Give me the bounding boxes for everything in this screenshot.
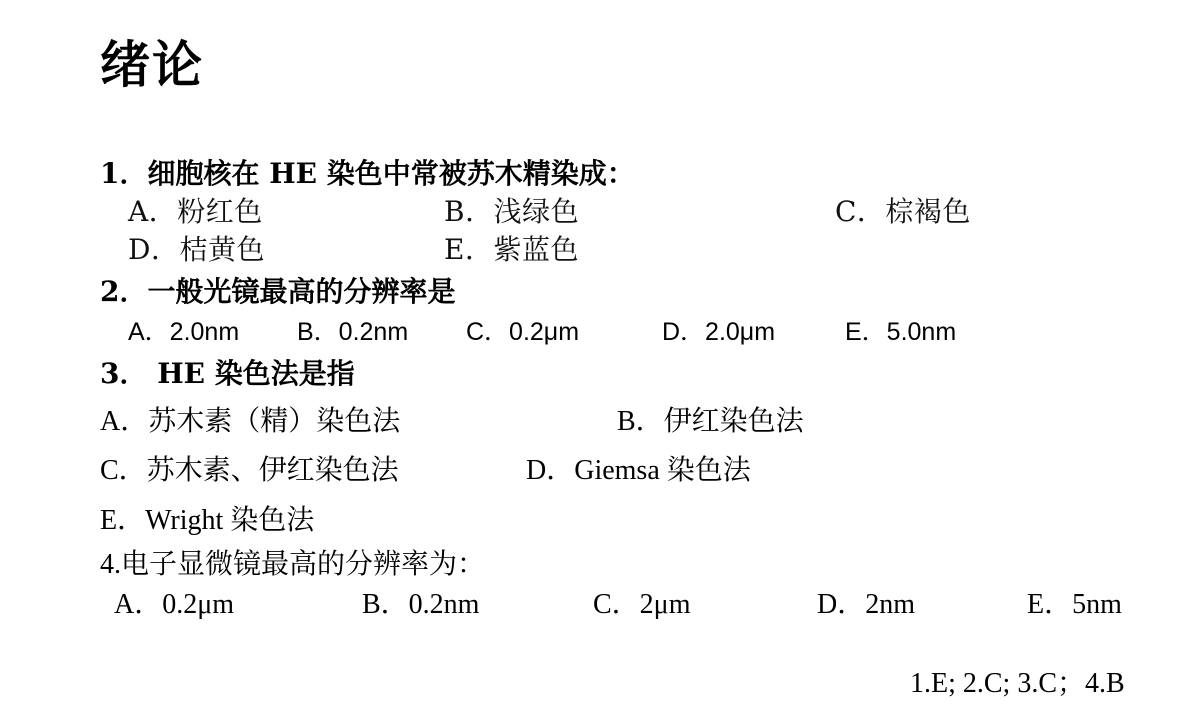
question-2-option-e: E．5.0nm	[845, 318, 957, 346]
question-4-stem: 4.电子显微镜最高的分辨率为：	[100, 549, 486, 580]
page-title: 绪论	[100, 36, 204, 94]
question-2-option-a: A．2.0nm	[128, 318, 240, 346]
question-4-option-c: C．2μm	[593, 589, 691, 620]
question-3-option-d: D．Giemsa 染色法	[526, 455, 751, 486]
question-3-option-b: B．伊红染色法	[617, 406, 804, 437]
question-1-option-d: D．桔黄色	[128, 233, 265, 266]
question-4-option-a: A．0.2μm	[114, 589, 235, 620]
question-2-stem: 2．一般光镜最高的分辨率是	[100, 275, 456, 308]
question-3-stem: 3． HE 染色法是指	[100, 357, 355, 390]
question-1-stem: 1．细胞核在 HE 染色中常被苏木精染成：	[100, 157, 635, 190]
question-2-option-c: C．0.2μm	[466, 318, 580, 346]
question-3-option-e: E．Wright 染色法	[100, 505, 315, 536]
question-3-option-c: C．苏木素、伊红染色法	[100, 455, 399, 486]
question-4-option-b: B．0.2nm	[362, 589, 480, 620]
question-2-option-b: B．0.2nm	[297, 318, 409, 346]
question-3-option-a: A．苏木素（精）染色法	[100, 406, 401, 437]
question-1-option-e: E．紫蓝色	[444, 233, 579, 266]
answer-key: 1.E; 2.C; 3.C；4.B	[910, 668, 1125, 699]
question-4-option-e: E．5nm	[1027, 589, 1122, 620]
question-4-option-d: D．2nm	[817, 589, 916, 620]
question-2-option-d: D．2.0μm	[662, 318, 776, 346]
question-1-option-a: A．粉红色	[128, 195, 263, 228]
question-1-option-b: B．浅绿色	[444, 195, 580, 228]
question-1-option-c: C．棕褐色	[835, 195, 971, 228]
